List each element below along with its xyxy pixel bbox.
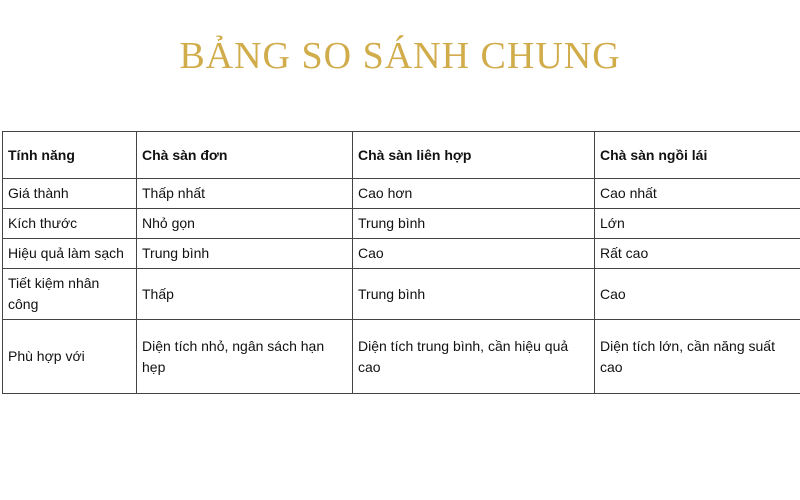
table-header-row (3, 132, 800, 179)
table-cell: Trung bình (137, 239, 353, 269)
table-cell: Lớn (595, 209, 800, 239)
row-label-labor-saving: Tiết kiệm nhân công (3, 269, 137, 320)
table-row (3, 179, 800, 209)
table-cell: Diện tích nhỏ, ngân sách hạn hẹp (137, 320, 353, 394)
table-cell: Thấp (137, 269, 353, 320)
table-cell: Cao (595, 269, 800, 320)
table-row (3, 320, 800, 394)
table-row (3, 209, 800, 239)
table-cell: Diện tích lớn, cần năng suất cao (595, 320, 800, 394)
table-cell: Rất cao (595, 239, 800, 269)
table-cell: Cao nhất (595, 179, 800, 209)
row-label-efficiency: Hiệu quả làm sạch (3, 239, 137, 269)
page-title: BẢNG SO SÁNH CHUNG (179, 35, 621, 77)
header-combo-scrubber: Chà sàn liên hợp (353, 132, 595, 179)
table-row (3, 269, 800, 320)
table-cell: Cao hơn (353, 179, 595, 209)
table-cell: Thấp nhất (137, 179, 353, 209)
header-ride-on-scrubber: Chà sàn ngồi lái (595, 132, 800, 179)
table-cell: Trung bình (353, 209, 595, 239)
table-row (3, 239, 800, 269)
header-feature: Tính năng (3, 132, 137, 179)
table-cell: Diện tích trung bình, cần hiệu quả cao (353, 320, 595, 394)
comparison-table (2, 131, 800, 394)
table-cell: Trung bình (353, 269, 595, 320)
table-cell: Cao (353, 239, 595, 269)
header-single-scrubber: Chà sàn đơn (137, 132, 353, 179)
row-label-price: Giá thành (3, 179, 137, 209)
row-label-suitable-for: Phù hợp với (3, 320, 137, 394)
row-label-size: Kích thước (3, 209, 137, 239)
table-cell: Nhỏ gọn (137, 209, 353, 239)
